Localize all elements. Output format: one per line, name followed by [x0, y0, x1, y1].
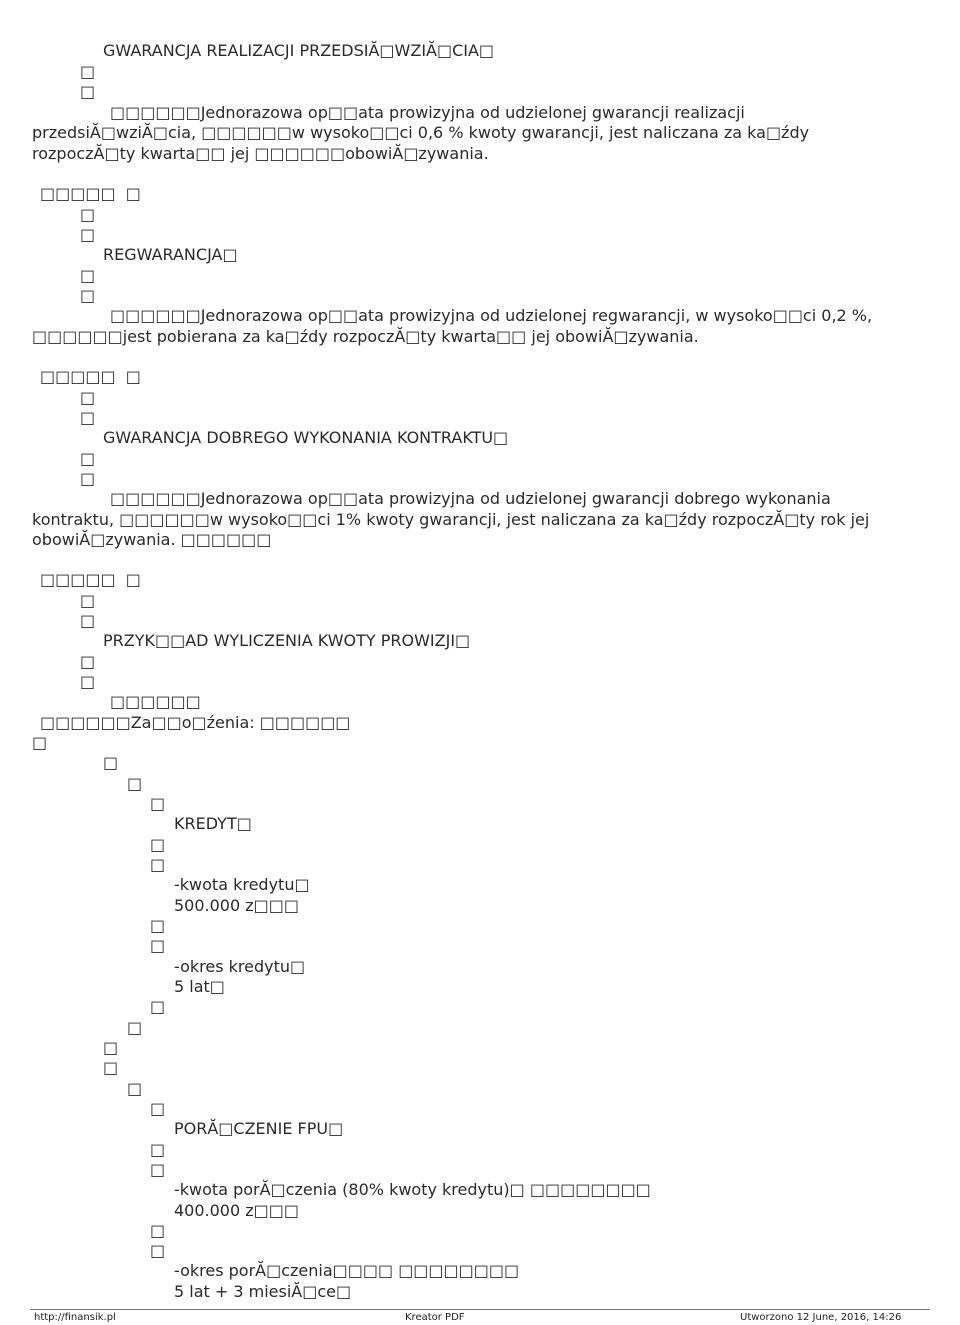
glyph-line: □□□□□□ — [110, 692, 201, 711]
paragraph-line: przedsiĂ□wziĂ□cia, □□□□□□w wysoko□□ci 0,6 % kwoty gwarancji, jest naliczana za ka□źdy — [32, 123, 810, 142]
glyph-line: □ — [150, 1099, 166, 1118]
glyph-line: □ — [103, 1038, 119, 1057]
glyph-line: □ — [103, 753, 119, 772]
glyph-line: □ — [80, 286, 96, 305]
glyph-line: □ — [150, 835, 166, 854]
glyph-line: □ — [80, 62, 96, 81]
heading-gwarancja-realizacji: GWARANCJA REALIZACJI PRZEDSIĂ□WZIĂ□CIA□ — [103, 41, 495, 60]
glyph-line: □ — [150, 1140, 166, 1159]
paragraph-line: □□□□□□Jednorazowa op□□ata prowizyjna od udzielonej gwarancji realizacji — [110, 103, 745, 122]
glyph-line: □ — [80, 205, 96, 224]
glyph-line: □□□□□ □ — [40, 570, 141, 589]
footer-rule — [30, 1309, 930, 1310]
glyph-line: □ — [32, 733, 48, 752]
glyph-line: □ — [80, 591, 96, 610]
kredyt-heading: KREDYT□ — [174, 814, 252, 833]
glyph-line: □ — [80, 225, 96, 244]
paragraph-line: □□□□□□jest pobierana za ka□źdy rozpoczĂ□ty kwarta□□ jej obowiĂ□zywania. — [32, 327, 699, 346]
glyph-line: □ — [150, 997, 166, 1016]
footer-url-link[interactable]: http://finansik.pl — [34, 1312, 116, 1323]
glyph-line: □ — [150, 1221, 166, 1240]
zalozenia-label: □□□□□□Za□□o□źenia: □□□□□□ — [40, 713, 351, 732]
glyph-line: □ — [80, 266, 96, 285]
glyph-line: □ — [150, 855, 166, 874]
glyph-line: □ — [80, 672, 96, 691]
glyph-line: □□□□□ □ — [40, 367, 141, 386]
kwota-kredytu-value: 500.000 z□□□ — [174, 896, 299, 915]
paragraph-line: rozpoczĂ□ty kwarta□□ jej □□□□□□obowiĂ□zywania. — [32, 144, 489, 163]
glyph-line: □ — [80, 388, 96, 407]
okres-kredytu-label: -okres kredytu□ — [174, 957, 306, 976]
footer-created: Utworzono 12 June, 2016, 14:26 — [740, 1312, 902, 1323]
okres-kredytu-value: 5 lat□ — [174, 977, 225, 996]
heading-przyklad: PRZYK□□AD WYLICZENIA KWOTY PROWIZJI□ — [103, 631, 471, 650]
footer-creator: Kreator PDF — [405, 1312, 465, 1323]
glyph-line: □ — [80, 82, 96, 101]
glyph-line: □ — [127, 1079, 143, 1098]
heading-regwarancja: REGWARANCJA□ — [103, 245, 238, 264]
glyph-line: □ — [150, 916, 166, 935]
glyph-line: □ — [80, 408, 96, 427]
glyph-line: □□□□□ □ — [40, 184, 141, 203]
paragraph-line: □□□□□□Jednorazowa op□□ata prowizyjna od udzielonej gwarancji dobrego wykonania — [110, 489, 831, 508]
glyph-line: □ — [80, 449, 96, 468]
okres-poreczenia-value: 5 lat + 3 miesiĂ□ce□ — [174, 1282, 352, 1301]
glyph-line: □ — [80, 469, 96, 488]
glyph-line: □ — [150, 1241, 166, 1260]
glyph-line: □ — [103, 1058, 119, 1077]
paragraph-line: obowiĂ□zywania. □□□□□□ — [32, 530, 272, 549]
paragraph-line: □□□□□□Jednorazowa op□□ata prowizyjna od udzielonej regwarancji, w wysoko□□ci 0,2 %, — [110, 306, 873, 325]
kwota-kredytu-label: -kwota kredytu□ — [174, 875, 310, 894]
glyph-line: □ — [127, 1018, 143, 1037]
kwota-poreczenia-value: 400.000 z□□□ — [174, 1201, 299, 1220]
okres-poreczenia-label: -okres porĂ□czenia□□□□ □□□□□□□□ — [174, 1261, 520, 1280]
glyph-line: □ — [80, 652, 96, 671]
heading-gwarancja-dobrego-wykonania: GWARANCJA DOBREGO WYKONANIA KONTRAKTU□ — [103, 428, 509, 447]
glyph-line: □ — [127, 774, 143, 793]
glyph-line: □ — [80, 611, 96, 630]
glyph-line: □ — [150, 936, 166, 955]
kwota-poreczenia-label: -kwota porĂ□czenia (80% kwoty kredytu)□ □□□□□□□□ — [174, 1180, 651, 1199]
poreczenie-heading: PORĂ□CZENIE FPU□ — [174, 1119, 344, 1138]
glyph-line: □ — [150, 794, 166, 813]
glyph-line: □ — [150, 1160, 166, 1179]
paragraph-line: kontraktu, □□□□□□w wysoko□□ci 1% kwoty gwarancji, jest naliczana za ka□źdy rozpoczĂ□ty rok jej — [32, 510, 870, 529]
